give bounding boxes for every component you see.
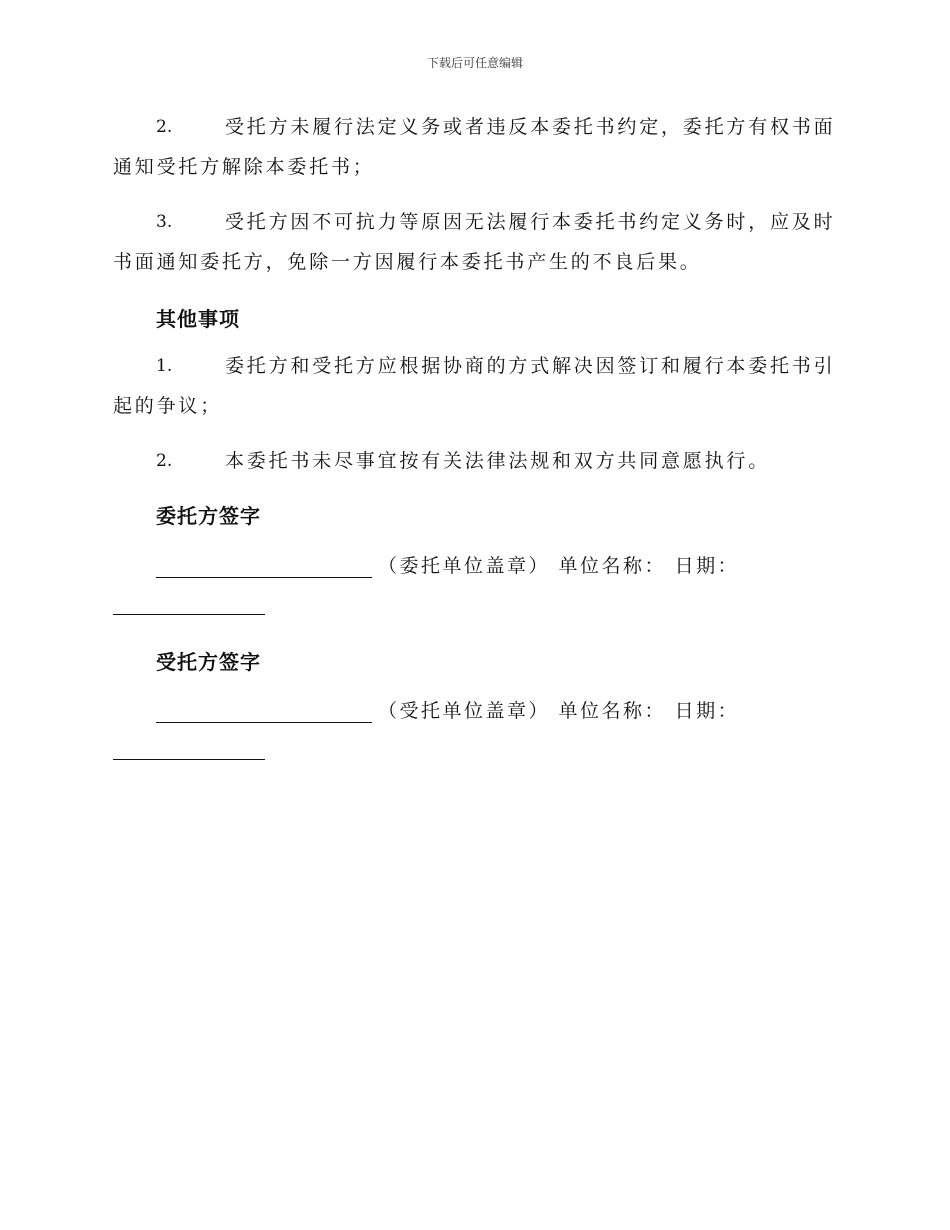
page-header: 下载后可任意编辑	[426, 56, 523, 70]
clause-line: 起的争议；	[113, 395, 223, 417]
clause-line: 本委托书未尽事宜按有关法律法规和双方共同意愿执行。	[225, 450, 771, 472]
clause-number: 1.	[156, 356, 173, 376]
clause-number: 2.	[156, 451, 173, 471]
signature-blank	[156, 555, 372, 578]
trustee-signature-line	[156, 696, 739, 723]
clause-number: 2.	[156, 117, 173, 137]
clause-number: 3.	[156, 212, 173, 232]
clause-item	[113, 107, 836, 187]
date-blank	[113, 758, 265, 760]
signature-label: （受托单位盖章） 单位名称： 日期：	[378, 700, 740, 722]
clause-line: 受托方未履行法定义务或者违反本委托书约定，委托方有权书面	[225, 116, 836, 138]
signature-blank	[156, 700, 372, 723]
client-signature-line	[156, 551, 739, 578]
clause-line: 委托方和受托方应根据协商的方式解决因签订和履行本委托书引	[225, 355, 836, 377]
section-heading-other: 其他事项	[156, 307, 240, 331]
clause-item	[113, 346, 836, 426]
clause-line: 书面通知委托方，免除一方因履行本委托书产生的不良后果。	[113, 251, 702, 273]
clause-item	[113, 202, 836, 282]
clause-item	[113, 441, 831, 481]
section-heading-client-sign: 委托方签字	[156, 504, 261, 528]
clause-line: 受托方因不可抗力等原因无法履行本委托书约定义务时，应及时	[225, 211, 836, 233]
signature-label: （委托单位盖章） 单位名称： 日期：	[378, 555, 740, 577]
clause-line: 通知受托方解除本委托书；	[113, 156, 375, 178]
section-heading-trustee-sign: 受托方签字	[156, 650, 261, 674]
date-blank	[113, 613, 265, 615]
